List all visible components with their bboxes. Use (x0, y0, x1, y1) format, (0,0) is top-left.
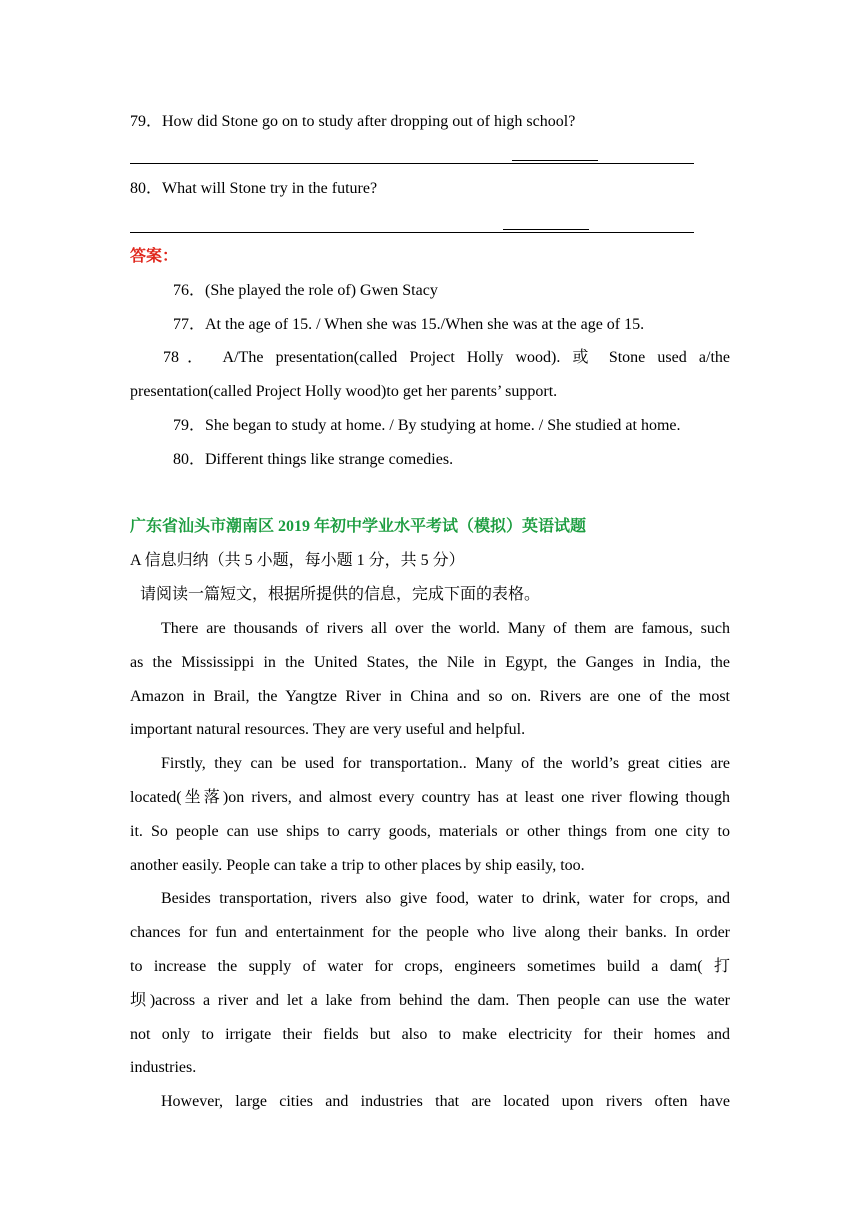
passage-p3-line-6: industries. (130, 1059, 197, 1076)
passage-p1-line-1: There are thousands of rivers all over the world. Many of them are famous, such (161, 620, 730, 637)
answer-77: 77．At the age of 15. / When she was 15./When she was at the age of 15. (173, 316, 645, 333)
passage-p2-line-1: Firstly, they can be used for transportation.. Many of the world’s great cities are (161, 755, 730, 772)
answer-78-line-1: 78． A/The presentation(called Project Holly wood). 或 Stone used a/the (163, 349, 730, 366)
passage-p2-line-2: located(坐落)on rivers, and almost every country has at least one river flowing though (130, 789, 730, 806)
passage-p3-line-5: not only to irrigate their fields but also to make electricity for their homes and (130, 1026, 730, 1043)
answer-line-80-segment (503, 229, 589, 230)
passage-p3-line-4: 坝)across a river and let a lake from behind the dam. Then people can use the water (130, 992, 730, 1009)
passage-p2-line-4: another easily. People can take a trip to other places by ship easily, too. (130, 857, 585, 874)
answer-79: 79．She began to study at home. / By studying at home. / She studied at home. (173, 417, 681, 434)
answer-line-79 (130, 163, 694, 164)
section-part: A 信息归纳（共 5 小题，每小题 1 分，共 5 分） (130, 552, 465, 569)
passage-p4-line-1: However, large cities and industries that are located upon rivers often have (161, 1093, 730, 1110)
passage-p1-line-2: as the Mississippi in the United States, the Nile in Egypt, the Ganges in India, the (130, 654, 730, 671)
question-80: 80．What will Stone try in the future? (130, 180, 378, 197)
answer-heading: 答案： (130, 248, 179, 265)
section-title: 广东省汕头市潮南区 2019 年初中学业水平考试（模拟）英语试题 (130, 518, 587, 535)
answer-80: 80．Different things like strange comedies. (173, 451, 454, 468)
answer-76: 76．(She played the role of) Gwen Stacy (173, 282, 438, 299)
answer-line-79-segment (512, 160, 598, 161)
passage-p3-line-1: Besides transportation, rivers also give food, water to drink, water for crops, and (161, 890, 730, 907)
passage-p2-line-3: it. So people can use ships to carry goods, materials or other things from one city to (130, 823, 730, 840)
passage-p1-line-4: important natural resources. They are very useful and helpful. (130, 721, 526, 738)
section-instruction: 请阅读一篇短文，根据所提供的信息，完成下面的表格。 (140, 586, 541, 603)
passage-p1-line-3: Amazon in Brail, the Yangtze River in China and so on. Rivers are one of the most (130, 688, 730, 705)
passage-p3-line-3: to increase the supply of water for crops, engineers sometimes build a dam( 打 (130, 958, 730, 975)
answer-78-line-2: presentation(called Project Holly wood)to get her parents’ support. (130, 383, 558, 400)
answer-line-80 (130, 232, 694, 233)
passage-p3-line-2: chances for fun and entertainment for the people who live along their banks. In order (130, 924, 730, 941)
question-79: 79．How did Stone go on to study after dropping out of high school? (130, 113, 576, 130)
